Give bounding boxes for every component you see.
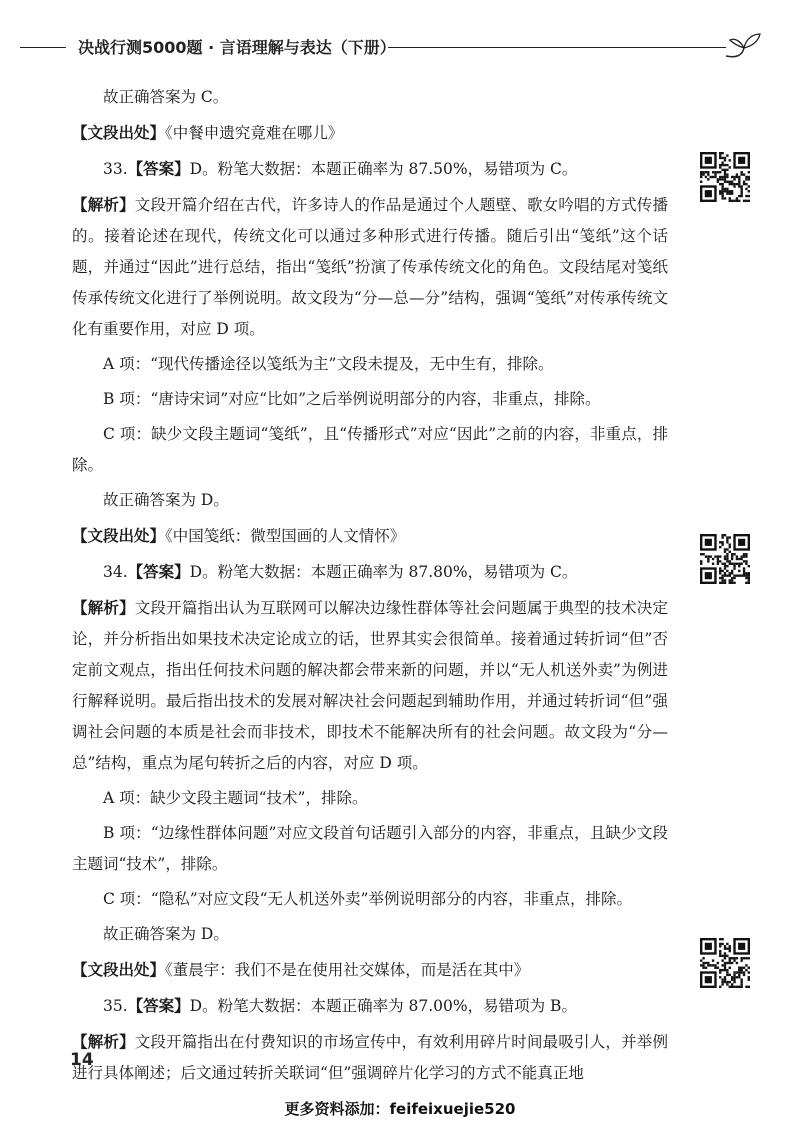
- header-rule-left: [20, 47, 66, 48]
- paragraph-conclusion: 故正确答案为 D。: [103, 491, 229, 509]
- paragraph-analysis-35: 【解析】文段开篇指出在付费知识的市场宣传中，有效利用碎片时间最吸引人，并举例进行具体阐述；后文通过转折关联词“但”强调碎片化学习的方式不能真正地: [72, 1032, 668, 1082]
- paragraph-option-b: B 项：“边缘性群体问题”对应文段首句话题引入部分的内容，非重点，且缺少文段主题词“技术”，排除。: [72, 824, 668, 873]
- paragraph-option-c: C 项：缺少文段主题词“笺纸”，且“传播形式”对应“因此”之前的内容，非重点，排除。: [72, 425, 668, 474]
- qr-code-icon[interactable]: [700, 152, 750, 202]
- footer-note: 更多资料添加：feifeixuejie520: [284, 1100, 516, 1118]
- paragraph-answer-34: 34.【答案】D。粉笔大数据：本题正确率为 87.80%，易错项为 C。: [103, 562, 578, 581]
- qr-code-icon[interactable]: [700, 534, 750, 584]
- running-header: [20, 32, 760, 62]
- paragraph-answer-33: 33.【答案】D。粉笔大数据：本题正确率为 87.50%，易错项为 C。: [103, 159, 578, 178]
- qr-code-icon[interactable]: [700, 938, 750, 988]
- paragraph-source: 【文段出处】《董晨宇：我们不是在使用社交媒体，而是活在其中》: [72, 960, 530, 979]
- page-number: 14: [70, 1050, 94, 1070]
- answer-explanation-body: [72, 82, 668, 1093]
- sprout-icon: [724, 28, 764, 62]
- paragraph-analysis-33: 【解析】文段开篇介绍在古代，许多诗人的作品是通过个人题壁、歌女吟唱的方式传播的。接着论述在现代，传统文化可以通过多种形式进行传播。随后引出“笺纸”这个话题，并通过“因此”进行总结，指出“笺纸”扮演了传承传统文化的角色。文段结尾对笺纸传承传统文化进行了举例说明。故文段为“分—总—分”结构，强调“笺纸”对传承传统文化有重要作用，对应 D 项。: [72, 195, 668, 338]
- paragraph-source: 【文段出处】《中餐申遗究竟难在哪儿》: [72, 123, 344, 142]
- paragraph-conclusion: 故正确答案为 D。: [103, 925, 229, 943]
- header-rule-right: [388, 47, 726, 48]
- paragraph-option-a: A 项：缺少文段主题词“技术”，排除。: [103, 789, 368, 807]
- paragraph-analysis-34: 【解析】文段开篇指出认为互联网可以解决边缘性群体等社会问题属于典型的技术决定论，并分析指出如果技术决定论成立的话，世界其实会很简单。接着通过转折词“但”否定前文观点，指出任何技术问题的解决都会带来新的问题，并以“无人机送外卖”为例进行解释说明。最后指出技术的发展对解决社会问题起到辅助作用，并通过转折词“但”强调社会问题的本质是社会而非技术，即技术不能解决所有的社会问题。故文段为“分—总”结构，重点为尾句转折之后的内容，对应 D 项。: [72, 598, 668, 772]
- book-title: 决战行测5000题 · 言语理解与表达（下册）: [78, 38, 396, 57]
- paragraph-option-b: B 项：“唐诗宋词”对应“比如”之后举例说明部分的内容，非重点，排除。: [103, 390, 601, 408]
- paragraph-option-c: C 项：“隐私”对应文段“无人机送外卖”举例说明部分的内容，非重点，排除。: [103, 890, 632, 908]
- paragraph-source: 【文段出处】《中国笺纸：微型国画的人文情怀》: [72, 526, 406, 545]
- paragraph-answer-35: 35.【答案】D。粉笔大数据：本题正确率为 87.00%，易错项为 B。: [103, 996, 577, 1015]
- paragraph-option-a: A 项：“现代传播途径以笺纸为主”文段未提及，无中生有，排除。: [103, 355, 554, 373]
- paragraph-conclusion: 故正确答案为 C。: [103, 88, 229, 106]
